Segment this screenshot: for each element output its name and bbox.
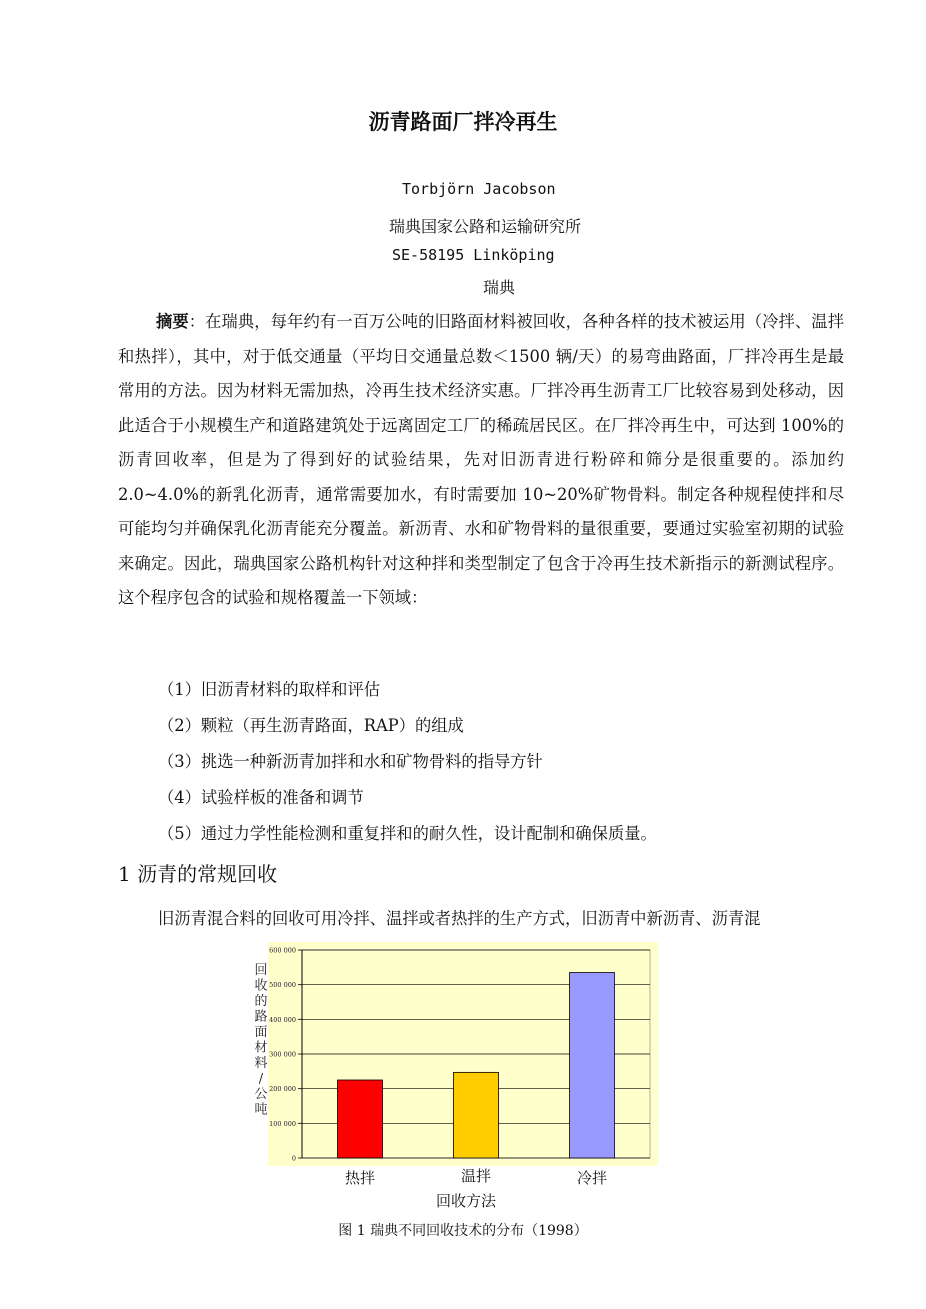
author-institute: 瑞典国家公路和运输研究所 <box>389 217 582 236</box>
paper-title: 沥青路面厂拌冷再生 <box>368 110 558 134</box>
y-axis-label-char: 面 <box>254 1025 268 1040</box>
y-tick-label: 0 <box>291 1154 296 1163</box>
bar-1 <box>338 1080 383 1158</box>
x-axis-labels <box>345 1167 607 1187</box>
y-tick-label: 400 000 <box>269 1015 296 1024</box>
x-tick-label: 热拌 <box>344 1169 376 1187</box>
list-item: （4）试验样板的准备和调节 <box>158 788 364 807</box>
bar-2 <box>454 1072 499 1158</box>
list-item: （1）旧沥青材料的取样和评估 <box>158 680 381 699</box>
list-item: （5）通过力学性能检测和重复拌和的耐久性，设计配制和确保质量。 <box>158 824 657 843</box>
y-axis-label <box>254 963 267 1118</box>
y-axis-label-char: 路 <box>254 1009 268 1025</box>
x-axis-label: 回收方法 <box>435 1192 497 1210</box>
recycling-bar-chart <box>240 938 660 1213</box>
x-tick-label: 温拌 <box>460 1167 492 1185</box>
y-axis-label-char: 的 <box>254 994 268 1009</box>
author-name: Torbjörn Jacobson <box>402 180 556 198</box>
y-axis-label-char: 公 <box>254 1087 268 1102</box>
list-item: （3）挑选一种新沥青加拌和水和矿物骨料的指导方针 <box>158 752 543 771</box>
section-heading: 1 沥青的常规回收 <box>118 862 278 886</box>
figure-caption: 图 1 瑞典不同回收技术的分布（1998） <box>338 1223 588 1239</box>
section-body-text: 旧沥青混合料的回收可用冷拌、温拌或者热拌的生产方式，旧沥青中新沥青、沥青混 <box>158 909 761 928</box>
author-address: SE-58195 Linköping <box>392 246 555 264</box>
y-tick-label: 600 000 <box>269 946 296 955</box>
author-country: 瑞典 <box>483 278 516 297</box>
y-tick-label: 500 000 <box>269 981 296 990</box>
y-axis-label-char: 回 <box>254 963 268 978</box>
y-axis-label-char: 收 <box>254 978 268 994</box>
abstract-label: 摘要 <box>156 312 189 331</box>
abstract-paragraph <box>118 305 844 616</box>
y-axis-label-char: / <box>258 1071 264 1087</box>
y-tick-label: 100 000 <box>269 1119 296 1128</box>
y-tick-label: 200 000 <box>269 1085 296 1094</box>
y-tick-label: 300 000 <box>269 1050 296 1059</box>
bar-3 <box>570 973 615 1158</box>
list-item: （2）颗粒（再生沥青路面，RAP）的组成 <box>158 716 464 735</box>
y-axis-label-char: 材 <box>254 1040 268 1056</box>
x-tick-label: 冷拌 <box>576 1169 608 1187</box>
y-axis-label-char: 料 <box>254 1056 268 1071</box>
abstract-text: ：在瑞典，每年约有一百万公吨的旧路面材料被回收，各种各样的技术被运用（冷拌、温拌和热拌），其中，对于低交通量（平均日交通量总数＜1500 辆/天）的易弯曲路面，厂拌冷再生是最常用的方法。因为材料无需加热，冷再生技术经济实惠。厂拌冷再生沥青工厂比较容易到处移动，因此适合于小规模生产和道路建筑处于远离固定工厂的稀疏居民区。在厂拌冷再生中，可达到 100%的沥青回收率，但是为了得到好的试验结果，先对旧沥青进行粉碎和筛分是很重要的。添加约 2.0~4.0%的新乳化沥青，通常需要加水，有时需要加 10~20%矿物骨料。制定各种规程使拌和尽可能均匀并确保乳化沥青能充分覆盖。新沥青、水和矿物骨料的量很重要，要通过实验室初期的试验来确定。因此，瑞典国家公路机构针对这种拌和类型制定了包含于冷再生技术新指示的新测试程序。这个程序包含的试验和规格覆盖一下领域： <box>118 312 844 607</box>
y-axis-label-char: 吨 <box>254 1102 268 1118</box>
